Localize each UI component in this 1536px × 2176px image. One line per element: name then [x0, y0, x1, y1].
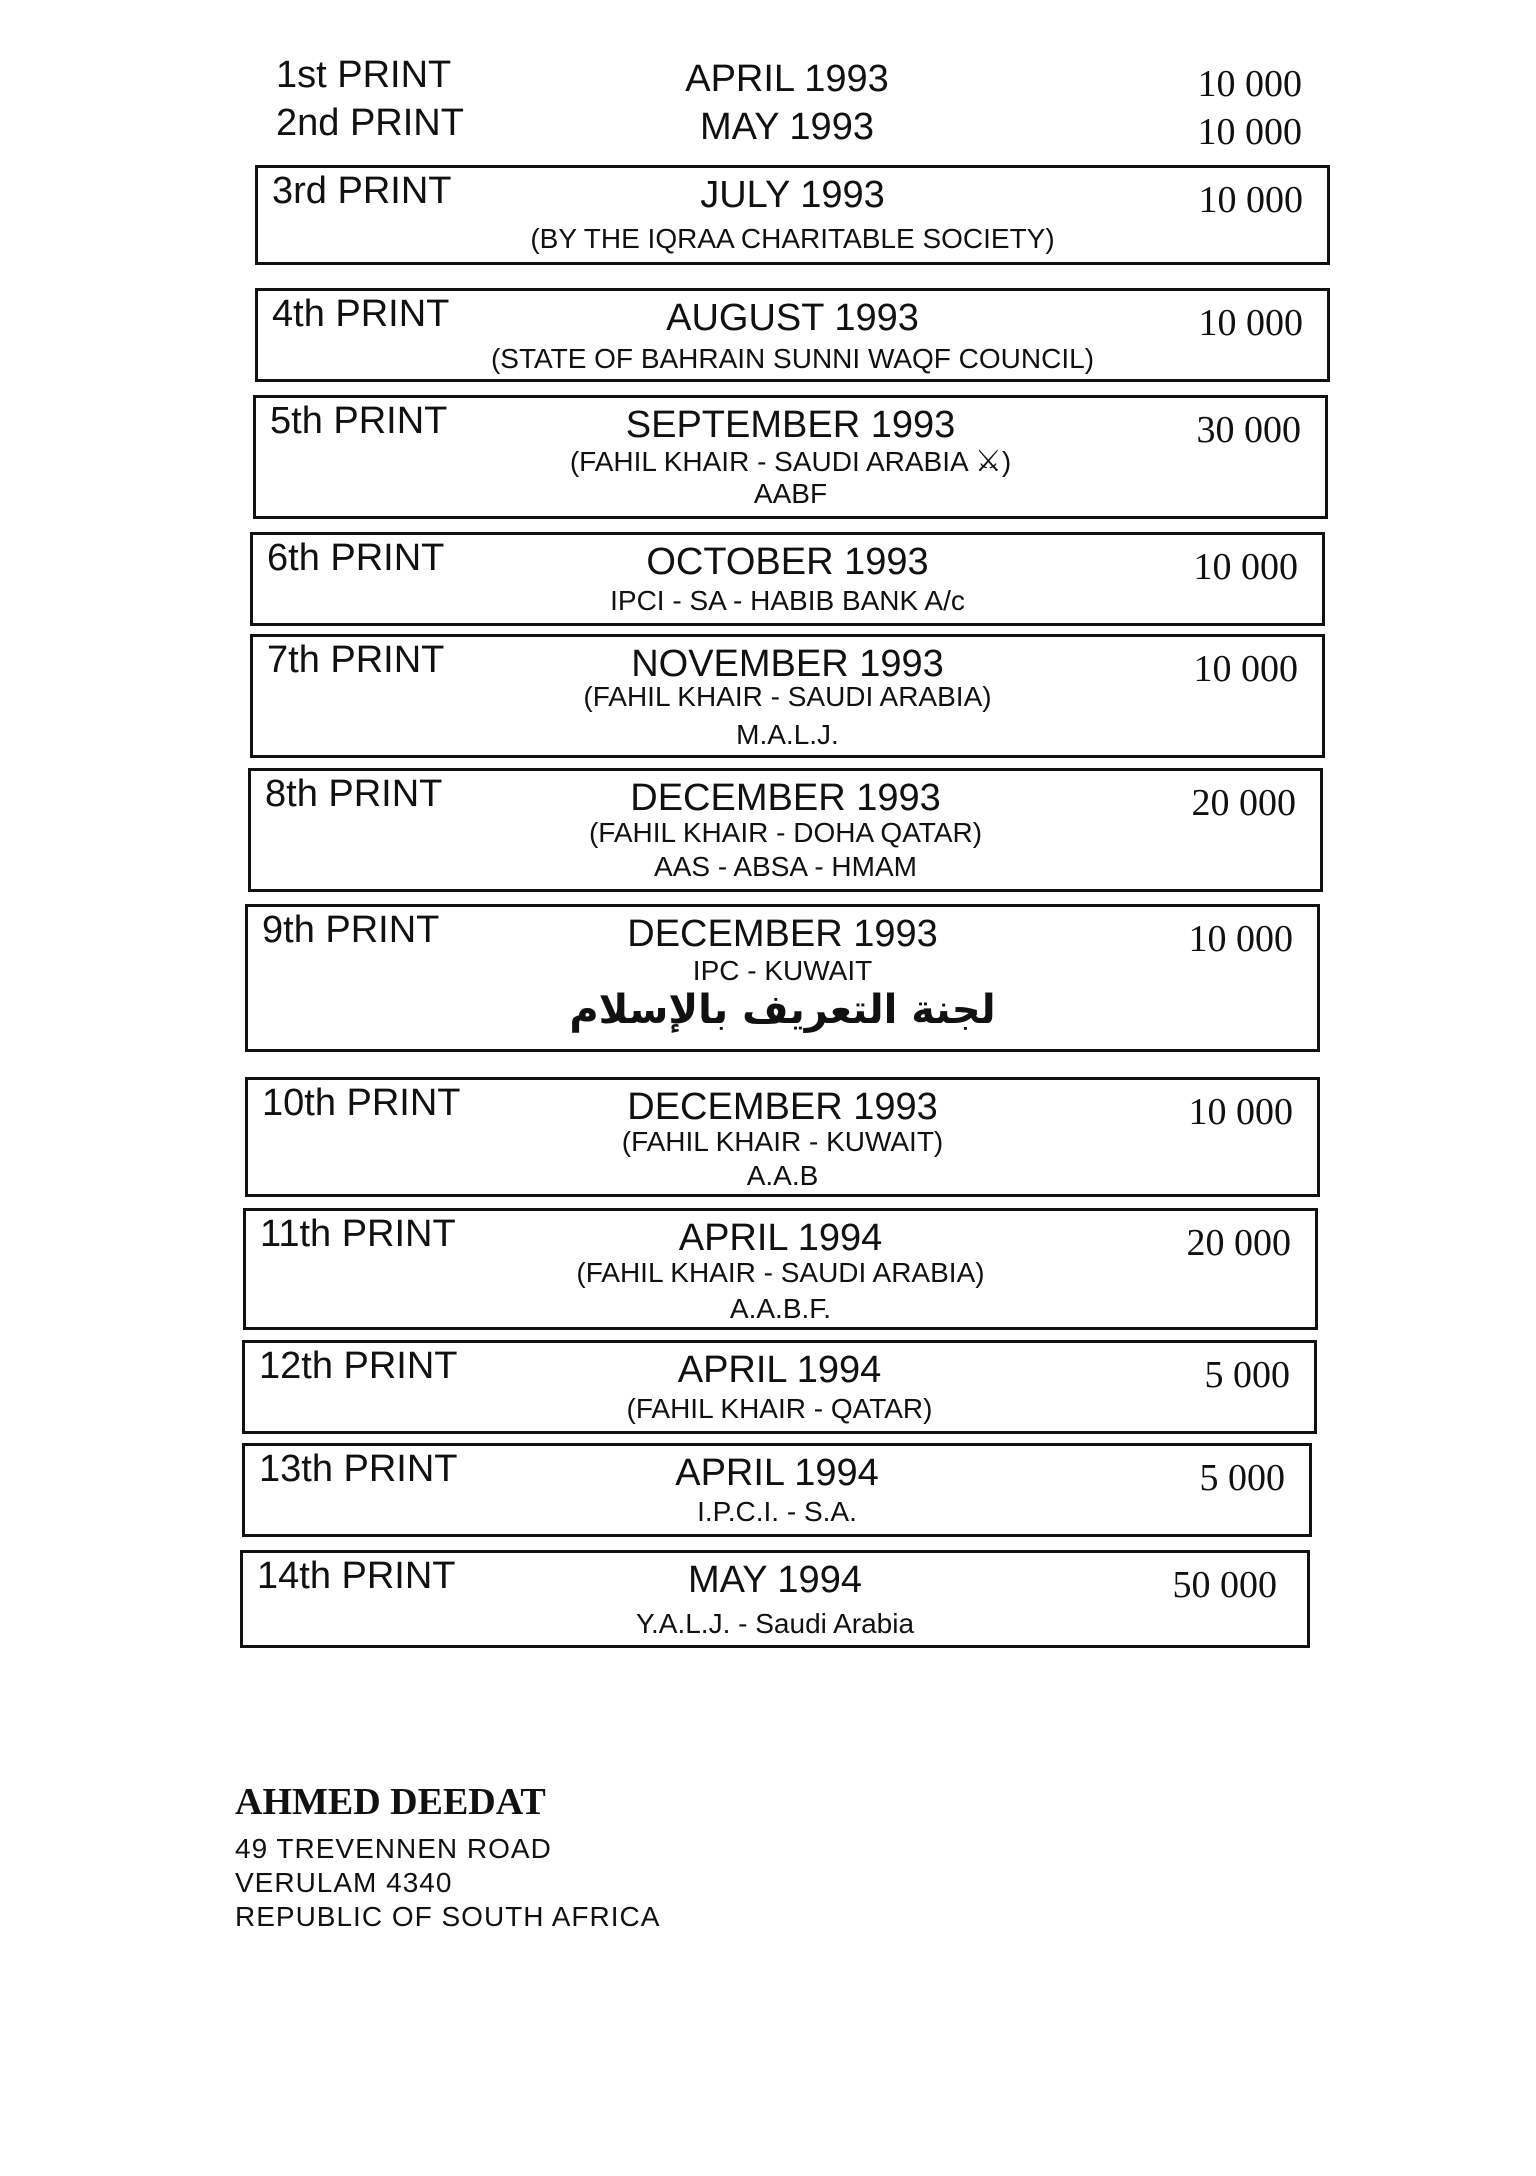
- print-note: I.P.C.I. - S.A.: [697, 1496, 857, 1527]
- print-quantity: 30 000: [1196, 409, 1301, 451]
- print-note: AAS - ABSA - HMAM: [654, 851, 917, 882]
- print-date: DECEMBER 1993: [627, 913, 938, 955]
- print-number: 4th PRINT: [272, 293, 450, 335]
- print-quantity: 10 000: [1193, 648, 1298, 690]
- print-date: OCTOBER 1993: [646, 541, 929, 583]
- print-number: 8th PRINT: [265, 773, 443, 815]
- print-row-4: [255, 288, 1330, 382]
- arabic-committee-name: لجنة التعريف بالإسلام: [569, 987, 996, 1033]
- print-quantity: 10 000: [1188, 918, 1293, 960]
- print-number: 5th PRINT: [270, 400, 448, 442]
- print-row-14: [240, 1550, 1310, 1648]
- print-note: IPC - KUWAIT: [692, 955, 873, 986]
- print-note: (FAHIL KHAIR - DOHA QATAR): [588, 817, 983, 848]
- print-row-2: [262, 100, 1312, 153]
- print-note: (STATE OF BAHRAIN SUNNI WAQF COUNCIL): [490, 343, 1095, 374]
- print-date: SEPTEMBER 1993: [625, 404, 956, 446]
- print-date: JULY 1993: [700, 174, 885, 216]
- address-country: REPUBLIC OF SOUTH AFRICA: [235, 1901, 661, 1932]
- print-number: 10th PRINT: [262, 1082, 461, 1124]
- print-quantity: 10 000: [1197, 111, 1302, 153]
- print-note: (FAHIL KHAIR - QATAR): [626, 1393, 933, 1424]
- print-quantity: 10 000: [1198, 179, 1303, 221]
- print-row-3: [255, 165, 1330, 265]
- print-note: A.A.B: [746, 1160, 819, 1191]
- author-address: [235, 1780, 660, 1934]
- print-date: APRIL 1994: [677, 1349, 882, 1391]
- print-row-5: [253, 395, 1328, 519]
- print-quantity: 5 000: [1204, 1354, 1290, 1396]
- print-number: 9th PRINT: [262, 909, 440, 951]
- print-note: (FAHIL KHAIR - KUWAIT): [621, 1126, 944, 1157]
- print-row-13: [242, 1443, 1312, 1537]
- address-city: VERULAM 4340: [235, 1867, 453, 1898]
- print-row-6: [250, 532, 1325, 626]
- print-date: APRIL 1994: [678, 1217, 883, 1259]
- print-date: NOVEMBER 1993: [631, 643, 944, 685]
- print-note: (BY THE IQRAA CHARITABLE SOCIETY): [530, 223, 1055, 254]
- print-note: A.A.B.F.: [729, 1293, 832, 1324]
- print-quantity: 10 000: [1198, 302, 1303, 344]
- print-date: DECEMBER 1993: [630, 777, 941, 819]
- print-number: 6th PRINT: [267, 537, 445, 579]
- print-note: IPCI - SA - HABIB BANK A/c: [610, 585, 965, 616]
- print-row-1: [262, 52, 1312, 105]
- print-note-part: ): [1001, 446, 1012, 477]
- print-number: 1st PRINT: [276, 54, 452, 96]
- print-row-8: [248, 768, 1323, 892]
- print-date: MAY 1994: [688, 1559, 862, 1601]
- print-row-11: [243, 1208, 1318, 1330]
- print-number: 13th PRINT: [259, 1448, 458, 1490]
- print-quantity: 50 000: [1172, 1564, 1277, 1606]
- print-row-7: [250, 634, 1325, 758]
- print-row-9: [245, 904, 1320, 1052]
- print-row-12: [242, 1340, 1317, 1434]
- print-number: 14th PRINT: [257, 1555, 456, 1597]
- author-name: AHMED DEEDAT: [235, 1781, 546, 1823]
- print-row-10: [245, 1077, 1320, 1197]
- print-quantity: 5 000: [1199, 1457, 1285, 1499]
- print-date: DECEMBER 1993: [627, 1086, 938, 1128]
- print-date: APRIL 1994: [675, 1452, 879, 1494]
- print-note: AABF: [753, 478, 828, 509]
- print-quantity: 10 000: [1188, 1091, 1293, 1133]
- print-quantity: 20 000: [1186, 1222, 1291, 1264]
- print-note: Y.A.L.J. - Saudi Arabia: [635, 1608, 915, 1639]
- address-street: 49 TREVENNEN ROAD: [235, 1833, 552, 1864]
- print-date: APRIL 1993: [685, 58, 889, 100]
- cross-swords-icon: ⚔: [974, 445, 1002, 478]
- print-date: AUGUST 1993: [666, 297, 919, 339]
- print-note: [256, 444, 1325, 479]
- print-number: 3rd PRINT: [272, 170, 452, 212]
- print-note: (FAHIL KHAIR - SAUDI ARABIA): [583, 681, 992, 712]
- print-number: 2nd PRINT: [276, 102, 464, 144]
- print-note: (FAHIL KHAIR - SAUDI ARABIA): [576, 1257, 985, 1288]
- print-quantity: 10 000: [1193, 546, 1298, 588]
- print-quantity: 10 000: [1197, 63, 1302, 105]
- print-date: MAY 1993: [700, 106, 874, 148]
- print-quantity: 20 000: [1191, 782, 1296, 824]
- print-number: 12th PRINT: [259, 1345, 458, 1387]
- print-number: 11th PRINT: [260, 1213, 456, 1255]
- print-note: M.A.L.J.: [736, 719, 839, 750]
- print-note-part: (FAHIL KHAIR - SAUDI ARABIA: [569, 446, 975, 477]
- print-number: 7th PRINT: [267, 639, 445, 681]
